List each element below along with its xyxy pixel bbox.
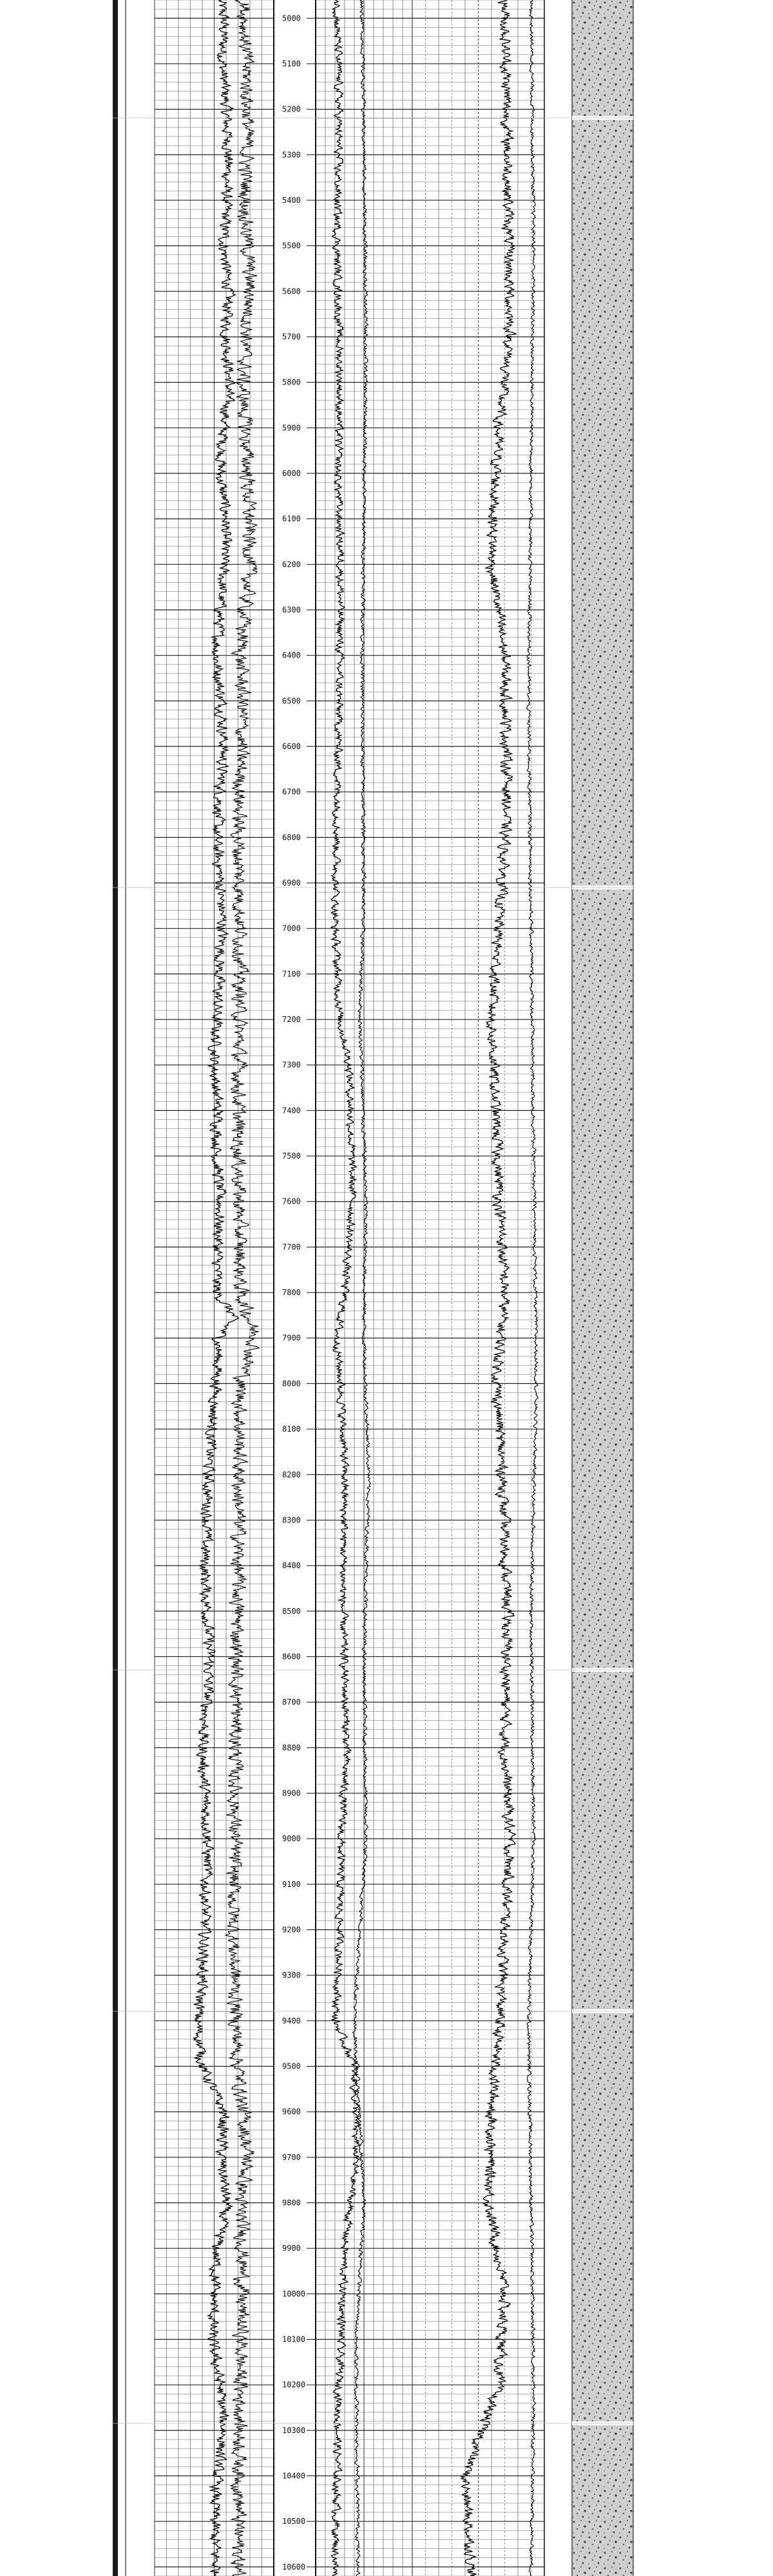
depth-tick-label: 7300: [282, 1060, 301, 1070]
depth-tick-label: 7800: [282, 1288, 301, 1298]
depth-tick-label: 6500: [282, 696, 301, 706]
depth-tick-label: 6200: [282, 560, 301, 569]
depth-tick-label: 8300: [282, 1515, 301, 1525]
depth-tick-label: 9700: [282, 2152, 301, 2162]
depth-tick-label: 8000: [282, 1379, 301, 1388]
track-3-curve-2: [527, 0, 539, 2576]
depth-tick-label: 5000: [282, 14, 301, 23]
depth-tick-label: 5100: [282, 59, 301, 68]
depth-tick-label: 10100: [282, 2334, 306, 2344]
track-3-curve-1: [461, 0, 516, 2576]
depth-tick-label: 10300: [282, 2425, 306, 2435]
depth-tick-label: 9100: [282, 1879, 301, 1889]
depth-tick-label: 6100: [282, 514, 301, 524]
depth-tick-label: 7000: [282, 923, 301, 933]
depth-tick-label: 7900: [282, 1333, 301, 1343]
depth-tick-label: 9500: [282, 2061, 301, 2071]
depth-tick-label: 6700: [282, 787, 301, 797]
depth-tick-label: 6300: [282, 605, 301, 614]
depth-tick-label: 5800: [282, 377, 301, 387]
track-1-curve-1: [194, 0, 239, 2576]
depth-tick-label: 5400: [282, 195, 301, 205]
depth-tick-label: 9000: [282, 1834, 301, 1844]
depth-tick-label: 10500: [282, 2517, 306, 2526]
depth-tick-label: 6600: [282, 742, 301, 752]
depth-tick-label: 5900: [282, 423, 301, 433]
depth-tick-label: 5200: [282, 104, 301, 114]
depth-tick-label: 7100: [282, 969, 301, 979]
depth-tick-label: 9800: [282, 2198, 301, 2208]
depth-tick-label: 9600: [282, 2107, 301, 2117]
depth-tick-label: 8600: [282, 1652, 301, 1662]
depth-tick-label: 10000: [282, 2289, 306, 2298]
depth-column: [282, 14, 316, 2571]
track-3-grid: [412, 0, 544, 2576]
depth-tick-label: 9200: [282, 1925, 301, 1935]
depth-tick-label: 5600: [282, 287, 301, 296]
depth-tick-label: 6800: [282, 833, 301, 842]
depth-tick-label: 7400: [282, 1106, 301, 1115]
core-texture-strip: [572, 0, 633, 2576]
depth-tick-label: 10600: [282, 2562, 306, 2571]
track-2-curve-1: [331, 0, 360, 2576]
depth-tick-label: 8700: [282, 1698, 301, 1707]
depth-tick-label: 10400: [282, 2471, 306, 2481]
track-1-curve-2: [225, 0, 259, 2576]
depth-tick-label: 7200: [282, 1015, 301, 1025]
left-border-band: [113, 0, 118, 2576]
track-1-grid: [155, 0, 274, 2576]
depth-tick-label: 8200: [282, 1470, 301, 1479]
depth-tick-label: 7500: [282, 1151, 301, 1161]
depth-tick-label: 8400: [282, 1561, 301, 1571]
depth-tick-label: 9300: [282, 1971, 301, 1980]
depth-tick-label: 5300: [282, 150, 301, 160]
depth-tick-label: 9900: [282, 2244, 301, 2253]
depth-tick-label: 10200: [282, 2380, 306, 2390]
depth-tick-label: 8800: [282, 1743, 301, 1752]
depth-tick-label: 9400: [282, 2016, 301, 2025]
depth-tick-label: 6000: [282, 468, 301, 478]
depth-tick-label: 7600: [282, 1197, 301, 1206]
depth-tick-label: 6900: [282, 878, 301, 888]
log-curves: [194, 0, 539, 2576]
depth-tick-label: 8500: [282, 1606, 301, 1616]
depth-tick-label: 8100: [282, 1425, 301, 1434]
depth-tick-label: 5500: [282, 241, 301, 251]
depth-tick-label: 7700: [282, 1242, 301, 1252]
track-2-curve-2: [353, 0, 371, 2576]
depth-tick-label: 8900: [282, 1788, 301, 1798]
depth-tick-label: 5700: [282, 332, 301, 341]
depth-tick-label: 6400: [282, 650, 301, 660]
